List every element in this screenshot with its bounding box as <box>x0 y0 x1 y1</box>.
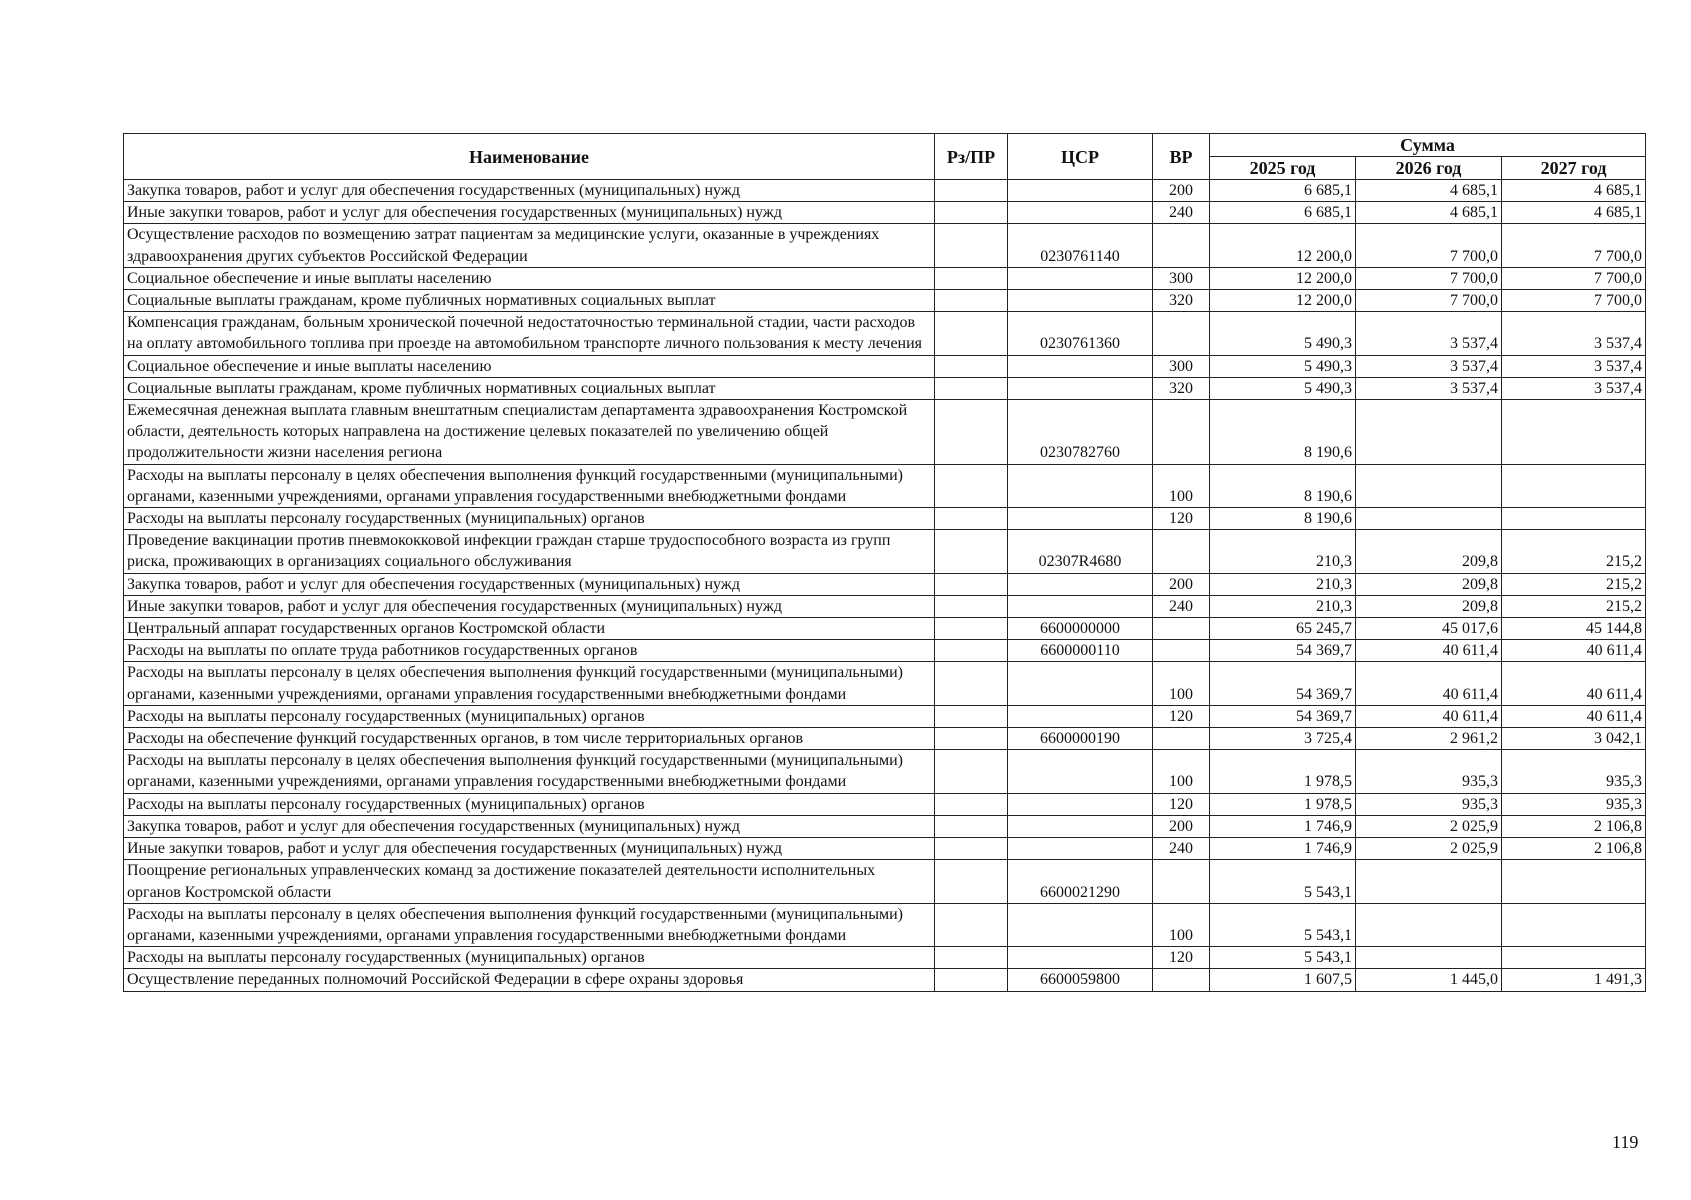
row-2026-cell: 2 025,9 <box>1356 815 1502 837</box>
row-vr-cell: 320 <box>1153 290 1210 312</box>
row-2026-cell: 2 961,2 <box>1356 728 1502 750</box>
row-2027-cell: 3 042,1 <box>1502 728 1646 750</box>
row-name-cell: Расходы на обеспечение функций государственных органов, в том числе территориальных органов <box>124 728 935 750</box>
row-vr-cell <box>1153 400 1210 465</box>
table-body <box>124 180 1646 992</box>
row-vr-cell: 100 <box>1153 464 1210 507</box>
header-csr: ЦСР <box>1008 134 1153 180</box>
row-2025-cell: 54 369,7 <box>1210 705 1356 727</box>
row-csr-cell: 6600000190 <box>1008 728 1153 750</box>
row-rzpr-cell <box>935 595 1008 617</box>
row-2025-cell: 65 245,7 <box>1210 618 1356 640</box>
row-2027-cell <box>1502 400 1646 465</box>
row-2026-cell: 7 700,0 <box>1356 267 1502 289</box>
row-2025-cell: 5 490,3 <box>1210 355 1356 377</box>
row-name-cell: Социальные выплаты гражданам, кроме публичных нормативных социальных выплат <box>124 377 935 399</box>
row-2025-cell: 1 746,9 <box>1210 838 1356 860</box>
row-rzpr-cell <box>935 202 1008 224</box>
table-row <box>124 508 1646 530</box>
row-vr-cell: 200 <box>1153 180 1210 202</box>
row-rzpr-cell <box>935 312 1008 355</box>
row-vr-cell: 120 <box>1153 947 1210 969</box>
row-rzpr-cell <box>935 728 1008 750</box>
table-row <box>124 969 1646 991</box>
row-csr-cell <box>1008 838 1153 860</box>
table-row <box>124 793 1646 815</box>
row-name-cell: Закупка товаров, работ и услуг для обеспечения государственных (муниципальных) нужд <box>124 815 935 837</box>
row-csr-cell: 6600021290 <box>1008 860 1153 903</box>
row-csr-cell <box>1008 290 1153 312</box>
row-name-cell: Расходы на выплаты персоналу государственных (муниципальных) органов <box>124 793 935 815</box>
row-name-cell: Расходы на выплаты персоналу государственных (муниципальных) органов <box>124 508 935 530</box>
row-2027-cell: 935,3 <box>1502 793 1646 815</box>
row-vr-cell: 100 <box>1153 903 1210 946</box>
row-csr-cell: 0230761360 <box>1008 312 1153 355</box>
row-vr-cell: 120 <box>1153 705 1210 727</box>
row-2026-cell <box>1356 947 1502 969</box>
row-name-cell: Компенсация гражданам, больным хронической почечной недостаточностью терминальной стадии, части расходов на оплату автомобильного топлива при проезде на автомобильном транспорте личного пользования к месту лечения <box>124 312 935 355</box>
table-row <box>124 640 1646 662</box>
header-row-top <box>124 134 1646 157</box>
row-2026-cell: 209,8 <box>1356 573 1502 595</box>
row-rzpr-cell <box>935 400 1008 465</box>
row-rzpr-cell <box>935 705 1008 727</box>
row-vr-cell: 300 <box>1153 267 1210 289</box>
row-2025-cell: 12 200,0 <box>1210 267 1356 289</box>
row-vr-cell: 240 <box>1153 838 1210 860</box>
row-csr-cell <box>1008 947 1153 969</box>
row-vr-cell: 320 <box>1153 377 1210 399</box>
table-row <box>124 662 1646 705</box>
row-name-cell: Социальное обеспечение и иные выплаты населению <box>124 267 935 289</box>
row-csr-cell: 6600000110 <box>1008 640 1153 662</box>
row-2027-cell: 2 106,8 <box>1502 838 1646 860</box>
row-rzpr-cell <box>935 290 1008 312</box>
table-row <box>124 860 1646 903</box>
row-2026-cell: 40 611,4 <box>1356 640 1502 662</box>
row-2025-cell: 5 543,1 <box>1210 947 1356 969</box>
row-2027-cell: 3 537,4 <box>1502 355 1646 377</box>
row-rzpr-cell <box>935 947 1008 969</box>
row-rzpr-cell <box>935 662 1008 705</box>
row-rzpr-cell <box>935 377 1008 399</box>
row-csr-cell <box>1008 573 1153 595</box>
row-csr-cell <box>1008 705 1153 727</box>
row-rzpr-cell <box>935 640 1008 662</box>
row-2025-cell: 210,3 <box>1210 595 1356 617</box>
row-vr-cell <box>1153 530 1210 573</box>
row-2026-cell: 7 700,0 <box>1356 224 1502 267</box>
row-csr-cell <box>1008 815 1153 837</box>
row-name-cell: Расходы на выплаты персоналу государственных (муниципальных) органов <box>124 947 935 969</box>
row-2025-cell: 12 200,0 <box>1210 290 1356 312</box>
row-vr-cell: 200 <box>1153 815 1210 837</box>
row-name-cell: Иные закупки товаров, работ и услуг для обеспечения государственных (муниципальных) нужд <box>124 838 935 860</box>
row-rzpr-cell <box>935 815 1008 837</box>
table-row <box>124 750 1646 793</box>
row-rzpr-cell <box>935 903 1008 946</box>
row-csr-cell <box>1008 355 1153 377</box>
table-row <box>124 947 1646 969</box>
row-2026-cell: 40 611,4 <box>1356 705 1502 727</box>
row-csr-cell <box>1008 793 1153 815</box>
table-row <box>124 290 1646 312</box>
table-row <box>124 838 1646 860</box>
header-sum: Сумма <box>1210 134 1646 157</box>
row-vr-cell: 100 <box>1153 750 1210 793</box>
row-name-cell: Закупка товаров, работ и услуг для обеспечения государственных (муниципальных) нужд <box>124 573 935 595</box>
row-2025-cell: 1 607,5 <box>1210 969 1356 991</box>
row-name-cell: Расходы на выплаты персоналу в целях обеспечения выполнения функций государственными (муниципальными) органами, казенными учреждениями, органами управления государственными внебюджетными фондами <box>124 662 935 705</box>
row-csr-cell <box>1008 508 1153 530</box>
row-name-cell: Осуществление расходов по возмещению затрат пациентам за медицинские услуги, оказанные в учреждениях здравоохранения других субъектов Российской Федерации <box>124 224 935 267</box>
row-2027-cell: 3 537,4 <box>1502 377 1646 399</box>
table-row <box>124 312 1646 355</box>
row-vr-cell <box>1153 969 1210 991</box>
row-vr-cell <box>1153 860 1210 903</box>
row-2026-cell: 4 685,1 <box>1356 180 1502 202</box>
row-2027-cell: 4 685,1 <box>1502 202 1646 224</box>
row-2025-cell: 5 490,3 <box>1210 377 1356 399</box>
row-rzpr-cell <box>935 750 1008 793</box>
header-vr: ВР <box>1153 134 1210 180</box>
row-vr-cell: 300 <box>1153 355 1210 377</box>
row-name-cell: Ежемесячная денежная выплата главным внештатным специалистам департамента здравоохранения Костромской области, деятельность которых направлена на достижение целевых показателей по увеличению общей продолжительности жизни населения региона <box>124 400 935 465</box>
row-2026-cell: 2 025,9 <box>1356 838 1502 860</box>
row-2027-cell: 215,2 <box>1502 530 1646 573</box>
row-rzpr-cell <box>935 267 1008 289</box>
row-rzpr-cell <box>935 508 1008 530</box>
row-name-cell: Закупка товаров, работ и услуг для обеспечения государственных (муниципальных) нужд <box>124 180 935 202</box>
row-csr-cell <box>1008 903 1153 946</box>
table-row <box>124 180 1646 202</box>
row-csr-cell <box>1008 377 1153 399</box>
row-csr-cell: 6600000000 <box>1008 618 1153 640</box>
row-2027-cell: 935,3 <box>1502 750 1646 793</box>
row-vr-cell: 120 <box>1153 508 1210 530</box>
row-name-cell: Расходы на выплаты по оплате труда работников государственных органов <box>124 640 935 662</box>
row-csr-cell <box>1008 464 1153 507</box>
row-2027-cell: 215,2 <box>1502 595 1646 617</box>
header-year-2027: 2027 год <box>1502 157 1646 180</box>
row-2027-cell: 4 685,1 <box>1502 180 1646 202</box>
header-year-2026: 2026 год <box>1356 157 1502 180</box>
row-2027-cell: 215,2 <box>1502 573 1646 595</box>
row-2027-cell: 40 611,4 <box>1502 662 1646 705</box>
row-vr-cell <box>1153 640 1210 662</box>
row-name-cell: Центральный аппарат государственных органов Костромской области <box>124 618 935 640</box>
row-2026-cell: 209,8 <box>1356 530 1502 573</box>
row-name-cell: Расходы на выплаты персоналу в целях обеспечения выполнения функций государственными (муниципальными) органами, казенными учреждениями, органами управления государственными внебюджетными фондами <box>124 464 935 507</box>
row-2027-cell <box>1502 903 1646 946</box>
row-2027-cell: 40 611,4 <box>1502 705 1646 727</box>
row-csr-cell <box>1008 750 1153 793</box>
row-rzpr-cell <box>935 464 1008 507</box>
row-2027-cell: 40 611,4 <box>1502 640 1646 662</box>
row-2026-cell: 935,3 <box>1356 750 1502 793</box>
row-2025-cell: 1 978,5 <box>1210 750 1356 793</box>
row-2027-cell: 1 491,3 <box>1502 969 1646 991</box>
table-row <box>124 705 1646 727</box>
table-row <box>124 618 1646 640</box>
page-number: 119 <box>1612 1132 1639 1152</box>
row-2026-cell: 4 685,1 <box>1356 202 1502 224</box>
row-2025-cell: 1 746,9 <box>1210 815 1356 837</box>
table-row <box>124 815 1646 837</box>
row-2026-cell: 3 537,4 <box>1356 355 1502 377</box>
row-2027-cell: 2 106,8 <box>1502 815 1646 837</box>
row-name-cell: Иные закупки товаров, работ и услуг для обеспечения государственных (муниципальных) нужд <box>124 595 935 617</box>
row-csr-cell <box>1008 267 1153 289</box>
row-csr-cell: 6600059800 <box>1008 969 1153 991</box>
row-2026-cell <box>1356 508 1502 530</box>
row-name-cell: Поощрение региональных управленческих команд за достижение показателей деятельности исполнительных органов Костромской области <box>124 860 935 903</box>
row-name-cell: Расходы на выплаты персоналу в целях обеспечения выполнения функций государственными (муниципальными) органами, казенными учреждениями, органами управления государственными внебюджетными фондами <box>124 903 935 946</box>
row-2026-cell <box>1356 464 1502 507</box>
row-vr-cell <box>1153 728 1210 750</box>
table-row <box>124 595 1646 617</box>
table-row <box>124 400 1646 465</box>
row-rzpr-cell <box>935 355 1008 377</box>
row-2025-cell: 5 543,1 <box>1210 903 1356 946</box>
row-2026-cell <box>1356 903 1502 946</box>
row-2027-cell: 3 537,4 <box>1502 312 1646 355</box>
row-vr-cell <box>1153 312 1210 355</box>
row-rzpr-cell <box>935 224 1008 267</box>
row-name-cell: Проведение вакцинации против пневмококковой инфекции граждан старше трудоспособного возраста из групп риска, проживающих в организациях социального обслуживания <box>124 530 935 573</box>
row-rzpr-cell <box>935 573 1008 595</box>
row-csr-cell <box>1008 662 1153 705</box>
row-csr-cell: 02307R4680 <box>1008 530 1153 573</box>
row-csr-cell <box>1008 595 1153 617</box>
row-rzpr-cell <box>935 793 1008 815</box>
row-vr-cell: 200 <box>1153 573 1210 595</box>
table-row <box>124 202 1646 224</box>
row-2027-cell <box>1502 860 1646 903</box>
row-csr-cell <box>1008 180 1153 202</box>
row-csr-cell <box>1008 202 1153 224</box>
row-2025-cell: 8 190,6 <box>1210 508 1356 530</box>
row-2025-cell: 5 543,1 <box>1210 860 1356 903</box>
row-name-cell: Социальное обеспечение и иные выплаты населению <box>124 355 935 377</box>
table-row <box>124 267 1646 289</box>
table-row <box>124 464 1646 507</box>
row-2026-cell: 40 611,4 <box>1356 662 1502 705</box>
row-2026-cell <box>1356 400 1502 465</box>
row-2027-cell <box>1502 508 1646 530</box>
row-2025-cell: 54 369,7 <box>1210 662 1356 705</box>
row-vr-cell <box>1153 224 1210 267</box>
row-vr-cell <box>1153 618 1210 640</box>
row-vr-cell: 240 <box>1153 202 1210 224</box>
row-2025-cell: 6 685,1 <box>1210 202 1356 224</box>
row-2026-cell <box>1356 860 1502 903</box>
row-2025-cell: 3 725,4 <box>1210 728 1356 750</box>
row-2026-cell: 3 537,4 <box>1356 377 1502 399</box>
header-year-2025: 2025 год <box>1210 157 1356 180</box>
table-row <box>124 530 1646 573</box>
row-2025-cell: 210,3 <box>1210 530 1356 573</box>
row-vr-cell: 100 <box>1153 662 1210 705</box>
row-2025-cell: 5 490,3 <box>1210 312 1356 355</box>
row-2026-cell: 1 445,0 <box>1356 969 1502 991</box>
row-rzpr-cell <box>935 530 1008 573</box>
row-vr-cell: 120 <box>1153 793 1210 815</box>
table-row <box>124 728 1646 750</box>
row-2026-cell: 209,8 <box>1356 595 1502 617</box>
row-2027-cell: 7 700,0 <box>1502 267 1646 289</box>
row-rzpr-cell <box>935 180 1008 202</box>
row-name-cell: Расходы на выплаты персоналу государственных (муниципальных) органов <box>124 705 935 727</box>
row-2026-cell: 45 017,6 <box>1356 618 1502 640</box>
row-2025-cell: 8 190,6 <box>1210 464 1356 507</box>
row-2026-cell: 7 700,0 <box>1356 290 1502 312</box>
row-rzpr-cell <box>935 969 1008 991</box>
row-2025-cell: 6 685,1 <box>1210 180 1356 202</box>
row-csr-cell: 0230782760 <box>1008 400 1153 465</box>
row-rzpr-cell <box>935 860 1008 903</box>
row-name-cell: Социальные выплаты гражданам, кроме публичных нормативных социальных выплат <box>124 290 935 312</box>
row-2027-cell <box>1502 947 1646 969</box>
row-vr-cell: 240 <box>1153 595 1210 617</box>
row-csr-cell: 0230761140 <box>1008 224 1153 267</box>
row-2026-cell: 3 537,4 <box>1356 312 1502 355</box>
table-row <box>124 377 1646 399</box>
row-2025-cell: 54 369,7 <box>1210 640 1356 662</box>
row-2025-cell: 12 200,0 <box>1210 224 1356 267</box>
row-name-cell: Расходы на выплаты персоналу в целях обеспечения выполнения функций государственными (муниципальными) органами, казенными учреждениями, органами управления государственными внебюджетными фондами <box>124 750 935 793</box>
row-2026-cell: 935,3 <box>1356 793 1502 815</box>
row-2025-cell: 210,3 <box>1210 573 1356 595</box>
row-2027-cell: 7 700,0 <box>1502 224 1646 267</box>
header-name: Наименование <box>124 134 935 180</box>
row-name-cell: Иные закупки товаров, работ и услуг для обеспечения государственных (муниципальных) нужд <box>124 202 935 224</box>
row-2027-cell: 7 700,0 <box>1502 290 1646 312</box>
row-2027-cell <box>1502 464 1646 507</box>
row-2027-cell: 45 144,8 <box>1502 618 1646 640</box>
header-rzpr: Рз/ПР <box>935 134 1008 180</box>
table-row <box>124 224 1646 267</box>
row-2025-cell: 8 190,6 <box>1210 400 1356 465</box>
budget-table <box>123 133 1646 992</box>
row-rzpr-cell <box>935 838 1008 860</box>
row-2025-cell: 1 978,5 <box>1210 793 1356 815</box>
table-row <box>124 903 1646 946</box>
table-row <box>124 355 1646 377</box>
row-rzpr-cell <box>935 618 1008 640</box>
table-row <box>124 573 1646 595</box>
row-name-cell: Осуществление переданных полномочий Российской Федерации в сфере охраны здоровья <box>124 969 935 991</box>
